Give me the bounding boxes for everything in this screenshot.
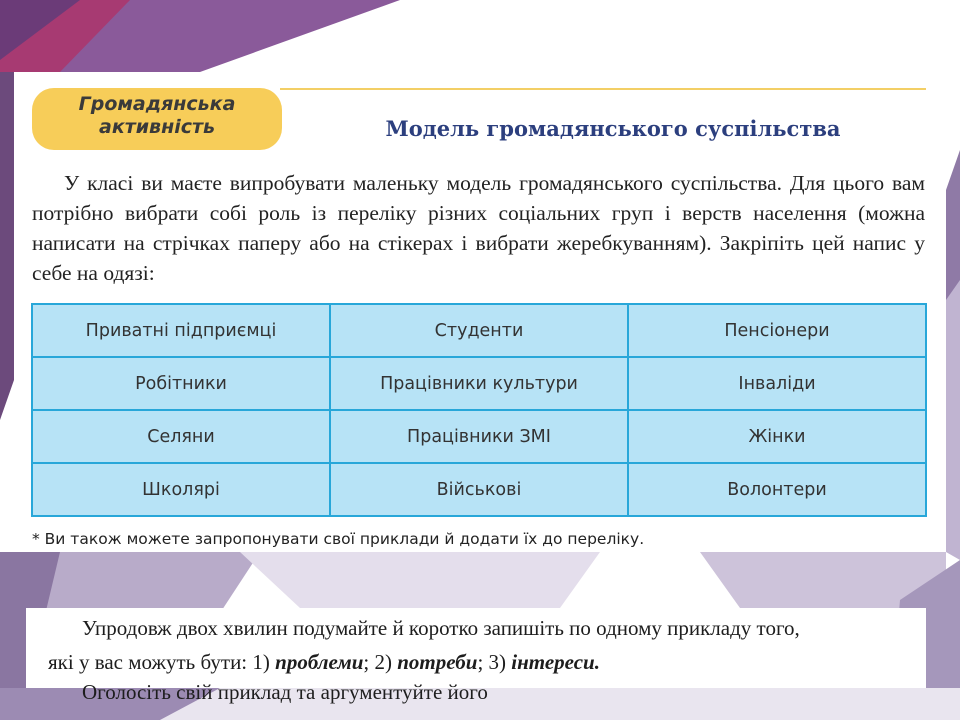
badge-line-1: Громадянська	[78, 93, 236, 115]
roles-table	[31, 303, 927, 517]
task-separator: ; 2)	[363, 650, 398, 674]
task-box	[26, 608, 926, 704]
table-cell: Жінки	[628, 410, 926, 463]
table-cell: Військові	[330, 463, 628, 516]
task-item-problems: проблеми	[275, 650, 364, 674]
table-cell: Працівники культури	[330, 357, 628, 410]
table-cell: Приватні підприємці	[32, 304, 330, 357]
section-badge-label	[32, 93, 282, 139]
table-cell: Робітники	[32, 357, 330, 410]
page-title: Модель громадянського суспільства	[385, 116, 841, 141]
table-cell: Волонтери	[628, 463, 926, 516]
bg-facet-bottom-light	[240, 552, 600, 608]
header-rule	[280, 88, 926, 90]
table-cell: Інваліди	[628, 357, 926, 410]
table-row	[32, 463, 926, 516]
task-line-2-prefix: які у вас можуть бути: 1)	[48, 650, 276, 674]
bg-facet-right-2	[946, 280, 960, 560]
badge-line-2: активність	[99, 116, 215, 138]
task-item-needs: потреби	[397, 650, 478, 674]
table-row	[32, 357, 926, 410]
bg-facet-left	[0, 72, 14, 420]
table-cell: Працівники ЗМІ	[330, 410, 628, 463]
task-line-3: Оголосіть свій приклад та аргументуйте його	[82, 680, 488, 704]
task-line-1: Упродовж двох хвилин подумайте й коротко запишіть по одному прикладу того,	[82, 616, 800, 640]
table-row	[32, 304, 926, 357]
table-cell: Школярі	[32, 463, 330, 516]
table-cell: Студенти	[330, 304, 628, 357]
task-item-interests: інтереси.	[511, 650, 600, 674]
footnote: * Ви також можете запропонувати свої приклади й додати їх до переліку.	[32, 530, 645, 548]
task-line-2	[48, 650, 918, 675]
table-cell: Селяни	[32, 410, 330, 463]
task-separator: ; 3)	[477, 650, 512, 674]
table-row	[32, 410, 926, 463]
table-cell: Пенсіонери	[628, 304, 926, 357]
instructions-paragraph: У класі ви маєте випробувати маленьку модель громадянського суспільства. Для цього вам потрібно вибрати собі роль із переліку різних соціальних груп і верств населення (можна написати на стрічках паперу або на стікерах і вибрати жеребкуванням). Закріпіть цей напис у себе на одязі:	[32, 171, 925, 285]
